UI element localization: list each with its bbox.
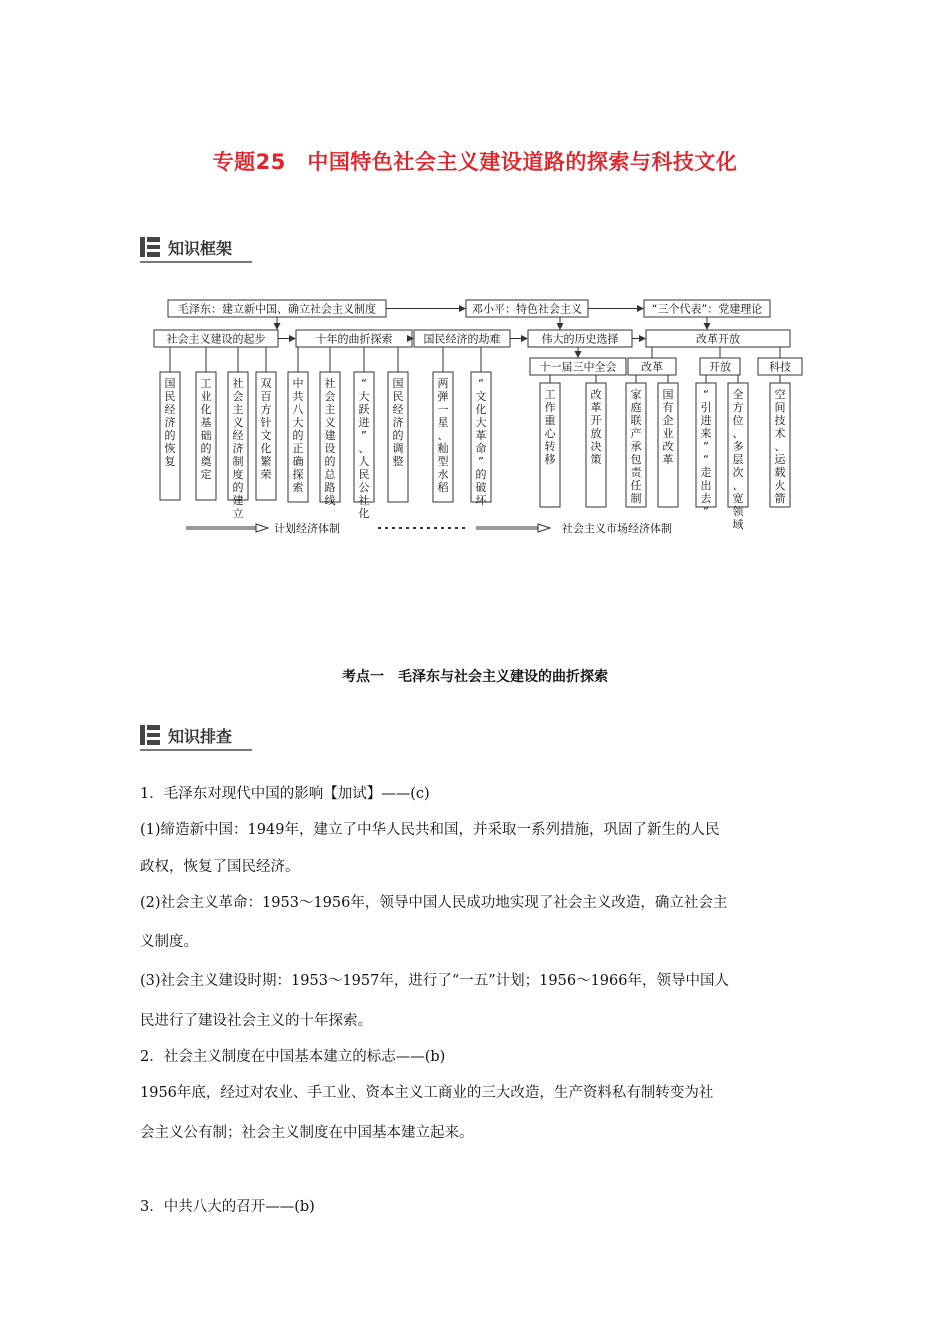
leaf-node-char: 术 bbox=[774, 427, 786, 440]
leaf-node-char: 正 bbox=[292, 442, 304, 455]
leaf-node-char: 总 bbox=[324, 468, 336, 481]
leaf-node-char: 运 bbox=[774, 453, 786, 466]
leaf-node-char: 弹 bbox=[437, 390, 449, 403]
leaf-node-char: 责 bbox=[630, 466, 642, 479]
mid-node-label: 社会主义建设的起步 bbox=[166, 332, 266, 346]
arrow-head bbox=[289, 335, 296, 342]
top-node-label: “三个代表”：党建理论 bbox=[651, 302, 763, 316]
paragraph-line: (1)缔造新中国：1949年，建立了中华人民共和国，并采取一系列措施，巩固了新生的人民 bbox=[140, 822, 720, 838]
leaf-node-char: 社 bbox=[232, 377, 244, 390]
leaf-node-char: 任 bbox=[630, 479, 642, 492]
leaf-node-char: 有 bbox=[662, 401, 674, 414]
leaf-node-char: 破 bbox=[475, 481, 487, 494]
leaf-node-char: 位 bbox=[732, 414, 744, 427]
leaf-node-char: “ bbox=[703, 453, 709, 466]
paragraph-line: 1956年底，经过对农业、手工业、资本主义工商业的三大改造，生产资料私有制转变为社 bbox=[140, 1085, 714, 1101]
leaf-node-char: 的 bbox=[292, 429, 304, 442]
top-node-label: 毛泽东：建立新中国、确立社会主义制度 bbox=[178, 302, 376, 316]
leaf-node-char: 、 bbox=[732, 427, 744, 440]
leaf-node-char: 济 bbox=[164, 416, 176, 429]
leaf-node-char: 重 bbox=[544, 414, 556, 427]
leaf-node-char: 繁 bbox=[260, 455, 272, 468]
leaf-node-char: 建 bbox=[232, 494, 244, 507]
leaf-node-char: 间 bbox=[774, 401, 786, 414]
leaf-node-char: 全 bbox=[732, 388, 744, 401]
top-node-label: 邓小平：特色社会主义 bbox=[472, 302, 582, 316]
leaf-node-char: 百 bbox=[260, 390, 272, 403]
sub-node-label: 开放 bbox=[709, 360, 731, 374]
kaodian-heading: 考点一 毛泽东与社会主义建设的曲折探索 bbox=[342, 669, 608, 685]
leaf-node-char: 化 bbox=[358, 507, 370, 520]
leaf-node-char: 的 bbox=[392, 429, 404, 442]
mid-node-label: 十年的曲折探索 bbox=[315, 332, 393, 346]
leaf-node-char: 两 bbox=[437, 377, 449, 390]
leaf-node-char: 度 bbox=[232, 468, 244, 481]
leaf-node-char: 础 bbox=[200, 429, 212, 442]
paragraph-line: 义制度。 bbox=[140, 934, 198, 950]
leaf-node-char: 大 bbox=[475, 416, 487, 429]
leaf-node-char: 定 bbox=[200, 468, 212, 481]
leaf-node-char: 国 bbox=[392, 377, 404, 390]
mid-node-label: 改革开放 bbox=[696, 332, 740, 346]
leaf-node-char: 包 bbox=[630, 453, 642, 466]
leaf-node-char: 工 bbox=[544, 388, 556, 401]
framework-diagram bbox=[0, 0, 950, 560]
leaf-node-char: 民 bbox=[358, 468, 370, 481]
leaf-node-char: 主 bbox=[324, 403, 336, 416]
arrow-head bbox=[637, 305, 644, 312]
leaf-node-char: 路 bbox=[324, 481, 336, 494]
legend-label: 社会主义市场经济体制 bbox=[562, 522, 672, 535]
leaf-node-char: 革 bbox=[475, 429, 487, 442]
arrow-head bbox=[557, 323, 564, 330]
leaf-node-char: 八 bbox=[292, 403, 304, 416]
arrow-head bbox=[459, 305, 466, 312]
leaf-node-char: 制 bbox=[630, 492, 642, 505]
leaf-node-char: 国 bbox=[164, 377, 176, 390]
leaf-node-char: 经 bbox=[392, 403, 404, 416]
leaf-node-char: 宽 bbox=[732, 492, 744, 505]
arrow-head bbox=[575, 351, 582, 358]
leaf-node-char: 义 bbox=[232, 416, 244, 429]
leaf-node-char: 联 bbox=[630, 414, 642, 427]
leaf-node-char: 社 bbox=[324, 377, 336, 390]
leaf-node-char: 改 bbox=[662, 440, 674, 453]
leaf-node-char: 空 bbox=[774, 388, 786, 401]
leaf-node-char: 共 bbox=[292, 390, 304, 403]
section-bar-icon bbox=[140, 725, 160, 745]
legend-label: 计划经济体制 bbox=[274, 522, 340, 535]
leaf-node-char: ” bbox=[703, 440, 709, 453]
leaf-node-char: 转 bbox=[544, 440, 556, 453]
leaf-node-char: 会 bbox=[324, 390, 336, 403]
leaf-node-char: 制 bbox=[232, 455, 244, 468]
leaf-node-char: 决 bbox=[590, 440, 602, 453]
leaf-node-char: 索 bbox=[292, 481, 304, 494]
sub-node-label: 十一届三中全会 bbox=[539, 360, 617, 374]
leaf-node-char: 济 bbox=[392, 416, 404, 429]
leaf-node-char: 心 bbox=[544, 427, 556, 440]
leaf-node-char: 方 bbox=[732, 401, 744, 414]
leaf-node-char: 移 bbox=[544, 453, 556, 466]
leaf-node-char: 设 bbox=[324, 442, 336, 455]
paragraph-line: (2)社会主义革命：1953～1956年，领导中国人民成功地实现了社会主义改造，确立社会主 bbox=[140, 895, 728, 911]
leaf-node-char: 会 bbox=[232, 390, 244, 403]
mid-node-label: 国民经济的劫难 bbox=[423, 332, 501, 346]
leaf-node-char: 、 bbox=[358, 442, 370, 455]
leaf-node-char: 国 bbox=[662, 388, 674, 401]
leaf-node-char: 线 bbox=[324, 494, 336, 507]
leaf-node-char: 民 bbox=[392, 390, 404, 403]
leaf-node-char: 次 bbox=[732, 466, 744, 479]
paragraph-line: (3)社会主义建设时期：1953～1957年，进行了“一五”计划；1956～1966年，领导中国人 bbox=[140, 973, 729, 989]
leaf-node-char: 策 bbox=[590, 453, 602, 466]
section-title: 知识排查 bbox=[168, 727, 233, 746]
leaf-node-char: 人 bbox=[358, 455, 370, 468]
paragraph-line: 3．中共八大的召开——(b) bbox=[140, 1199, 315, 1215]
leaf-node-char: 经 bbox=[232, 429, 244, 442]
leaf-node-char: 坏 bbox=[475, 494, 487, 507]
page-title: 专题25 中国特色社会主义建设道路的探索与科技文化 bbox=[212, 150, 738, 174]
paragraph-line: 会主义公有制；社会主义制度在中国基本建立起来。 bbox=[140, 1125, 474, 1141]
leaf-node-char: “ bbox=[703, 388, 709, 401]
leaf-node-char: 承 bbox=[630, 440, 642, 453]
leaf-node-char: 恢 bbox=[164, 442, 176, 455]
leaf-node-char: 一 bbox=[437, 403, 449, 416]
section-title: 知识框架 bbox=[168, 239, 233, 258]
leaf-node-char: 放 bbox=[590, 427, 602, 440]
leaf-node-char: 业 bbox=[200, 390, 212, 403]
leaf-node-char: 双 bbox=[260, 377, 272, 390]
leaf-node-char: 业 bbox=[662, 427, 674, 440]
arrow-head bbox=[521, 335, 528, 342]
paragraph-line: 1．毛泽东对现代中国的影响【加试】——(c) bbox=[140, 786, 430, 802]
leaf-node-char: 文 bbox=[260, 429, 272, 442]
leaf-node-char: “ bbox=[478, 377, 484, 390]
leaf-node-char: 走 bbox=[700, 466, 712, 479]
leaf-node-char: 籼 bbox=[437, 442, 449, 455]
leaf-node-char: 建 bbox=[324, 429, 336, 442]
leaf-node-char: 确 bbox=[292, 455, 304, 468]
leaf-node-char: 工 bbox=[200, 377, 212, 390]
leaf-node-char: 出 bbox=[700, 479, 712, 492]
leaf-node-char: 进 bbox=[358, 416, 370, 429]
leaf-node-char: 化 bbox=[200, 403, 212, 416]
leaf-node-char: 开 bbox=[590, 414, 602, 427]
mid-node-label: 伟大的历史选择 bbox=[541, 332, 619, 346]
leaf-node-char: 革 bbox=[662, 453, 674, 466]
arrow-head bbox=[639, 335, 646, 342]
leaf-node-char: 家 bbox=[630, 388, 642, 401]
leaf-node-char: 立 bbox=[232, 507, 244, 520]
leaf-node-char: 大 bbox=[358, 390, 370, 403]
section-underline bbox=[140, 749, 252, 751]
arrow-head bbox=[274, 323, 281, 330]
leaf-node-char: 化 bbox=[475, 403, 487, 416]
leaf-node-char: 庭 bbox=[630, 401, 642, 414]
leaf-node-char: 义 bbox=[324, 416, 336, 429]
leaf-node-char: 的 bbox=[324, 455, 336, 468]
leaf-node-char: 民 bbox=[164, 390, 176, 403]
leaf-node-char: 水 bbox=[437, 468, 449, 481]
leaf-node-char: ” bbox=[703, 505, 709, 518]
paragraph-line: 民进行了建设社会主义的十年探索。 bbox=[140, 1013, 372, 1029]
leaf-node-char: 领 bbox=[732, 505, 744, 518]
leaf-node-char: 、 bbox=[732, 479, 744, 492]
leaf-node-char: 调 bbox=[392, 442, 404, 455]
leaf-node-char: 域 bbox=[732, 518, 744, 531]
leaf-node-char: 多 bbox=[732, 440, 744, 453]
leaf-node-char: 稻 bbox=[437, 481, 449, 494]
leaf-node-char: 去 bbox=[700, 492, 712, 505]
leaf-node-char: 载 bbox=[774, 466, 786, 479]
leaf-node-char: 的 bbox=[475, 468, 487, 481]
leaf-node-char: 主 bbox=[232, 403, 244, 416]
leaf-node-char: 层 bbox=[732, 453, 744, 466]
leaf-node-char: 化 bbox=[260, 442, 272, 455]
leaf-node-char: 来 bbox=[700, 427, 712, 440]
leaf-node-char: 针 bbox=[260, 416, 272, 429]
leaf-node-char: 中 bbox=[292, 377, 304, 390]
leaf-node-char: 方 bbox=[260, 403, 272, 416]
leaf-node-char: 大 bbox=[292, 416, 304, 429]
leaf-node-char: 荣 bbox=[260, 468, 272, 481]
leaf-node-char: 技 bbox=[774, 414, 786, 427]
sub-node-label: 科技 bbox=[769, 360, 791, 374]
leaf-node-char: 文 bbox=[475, 390, 487, 403]
leaf-node-char: 箭 bbox=[774, 492, 786, 505]
leaf-node-char: 的 bbox=[232, 481, 244, 494]
leaf-node-char: ” bbox=[478, 455, 484, 468]
leaf-node-char: 企 bbox=[662, 414, 674, 427]
leaf-node-char: 公 bbox=[358, 481, 370, 494]
leaf-node-char: 社 bbox=[358, 494, 370, 507]
leaf-node-char: “ bbox=[361, 377, 367, 390]
sub-node-label: 改革 bbox=[641, 360, 663, 374]
arrow-head bbox=[704, 323, 711, 330]
leaf-node-char: 跃 bbox=[358, 403, 370, 416]
leaf-node-char: 火 bbox=[774, 479, 786, 492]
leaf-node-char: 济 bbox=[232, 442, 244, 455]
leaf-node-char: 引 bbox=[700, 401, 712, 414]
paragraph-line: 政权，恢复了国民经济。 bbox=[140, 859, 300, 875]
leaf-node-char: 作 bbox=[544, 401, 556, 414]
leaf-node-char: 、 bbox=[437, 429, 449, 442]
leaf-node-char: 探 bbox=[292, 468, 304, 481]
leaf-node-char: 基 bbox=[200, 416, 212, 429]
leaf-node-char: 命 bbox=[475, 442, 487, 455]
leaf-node-char: 、 bbox=[774, 440, 786, 453]
leaf-node-char: 奠 bbox=[200, 455, 212, 468]
leaf-node-char: 星 bbox=[437, 416, 449, 429]
paragraph-line: 2．社会主义制度在中国基本建立的标志——(b) bbox=[140, 1049, 446, 1065]
leaf-node-char: 经 bbox=[164, 403, 176, 416]
leaf-node-char: 的 bbox=[164, 429, 176, 442]
leaf-node-char: 复 bbox=[164, 455, 176, 468]
leaf-node-char: 的 bbox=[200, 442, 212, 455]
leaf-node-char: 改 bbox=[590, 388, 602, 401]
legend-arrow-head bbox=[538, 524, 550, 532]
leaf-node-char: 进 bbox=[700, 414, 712, 427]
leaf-node-char: 整 bbox=[392, 455, 404, 468]
leaf-node-char: 革 bbox=[590, 401, 602, 414]
leaf-node-char: 型 bbox=[437, 455, 449, 468]
leaf-node-char: ” bbox=[361, 429, 367, 442]
legend-arrow-head bbox=[256, 524, 268, 532]
leaf-node-char: 产 bbox=[630, 427, 642, 440]
